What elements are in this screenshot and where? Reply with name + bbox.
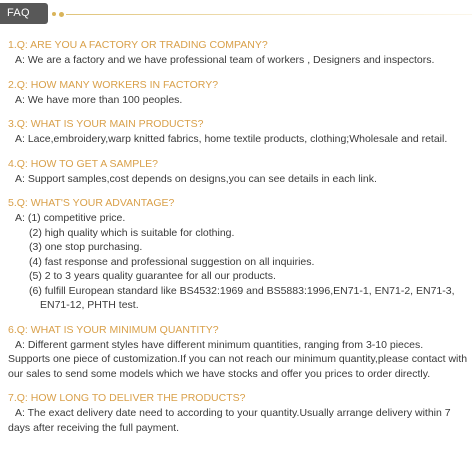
- faq-question: 4.Q: HOW TO GET A SAMPLE?: [8, 157, 158, 170]
- faq-answer: A: We have more than 100 peoples.: [15, 93, 183, 106]
- faq-item-3: [0, 117, 474, 147]
- faq-answer: A: Different garment styles have different minimum quantities, ranging from 3-10 pieces. Supports one piece of customization.If you can not reach our minimum quantity,please contact with our sales to send some models which we have stocks and offer you prices to order directly.: [8, 338, 468, 380]
- faq-list: [0, 38, 474, 445]
- faq-question: 3.Q: WHAT IS YOUR MAIN PRODUCTS?: [8, 118, 204, 130]
- faq-question: 2.Q: HOW MANY WORKERS IN FACTORY?: [8, 78, 219, 91]
- faq-answer: A: Lace,embroidery,warp knitted fabrics, home textile products, clothing;Wholesale and retail.: [15, 133, 448, 145]
- faq-item-4: [0, 157, 474, 187]
- faq-question: 6.Q: WHAT IS YOUR MINIMUM QUANTITY?: [8, 323, 219, 336]
- faq-answer: A: We are a factory and we have professional team of workers , Designers and inspectors.: [15, 54, 435, 66]
- advantage-point-continued: EN71-12, PHTH test.: [40, 299, 139, 311]
- faq-item-5: [0, 196, 474, 313]
- advantage-point: (4) fast response and professional suggestion on all inquiries.: [29, 255, 315, 268]
- faq-answer: A: (1) competitive price.: [15, 212, 126, 224]
- faq-question: 5.Q: WHAT'S YOUR ADVANTAGE?: [8, 197, 175, 209]
- faq-item-6: [0, 323, 474, 382]
- faq-item-7: [0, 391, 474, 435]
- header-divider: [66, 14, 472, 15]
- faq-answer: A: The exact delivery date need to according to your quantity.Usually arrange delivery within 7 days after receiving the full payment.: [8, 407, 451, 434]
- advantage-point: (3) one stop purchasing.: [29, 241, 143, 253]
- faq-question: 7.Q: HOW LONG TO DELIVER THE PRODUCTS?: [8, 392, 246, 404]
- advantage-point: (2) high quality which is suitable for clothing.: [29, 226, 235, 239]
- faq-item-2: [0, 78, 474, 108]
- faq-answer: A: Support samples,cost depends on designs,you can see details in each link.: [15, 172, 377, 185]
- decorative-dot: [59, 12, 64, 17]
- decorative-dot: [52, 12, 56, 16]
- advantage-point: (6) fulfill European standard like BS4532:1969 and BS5883:1996,EN71-1, EN71-2, EN71-3,: [29, 284, 455, 297]
- faq-item-1: [0, 38, 474, 68]
- faq-question: 1.Q: ARE YOU A FACTORY OR TRADING COMPANY?: [8, 39, 268, 51]
- faq-tab: FAQ: [0, 3, 48, 24]
- advantage-point: (5) 2 to 3 years quality guarantee for all our products.: [29, 270, 276, 282]
